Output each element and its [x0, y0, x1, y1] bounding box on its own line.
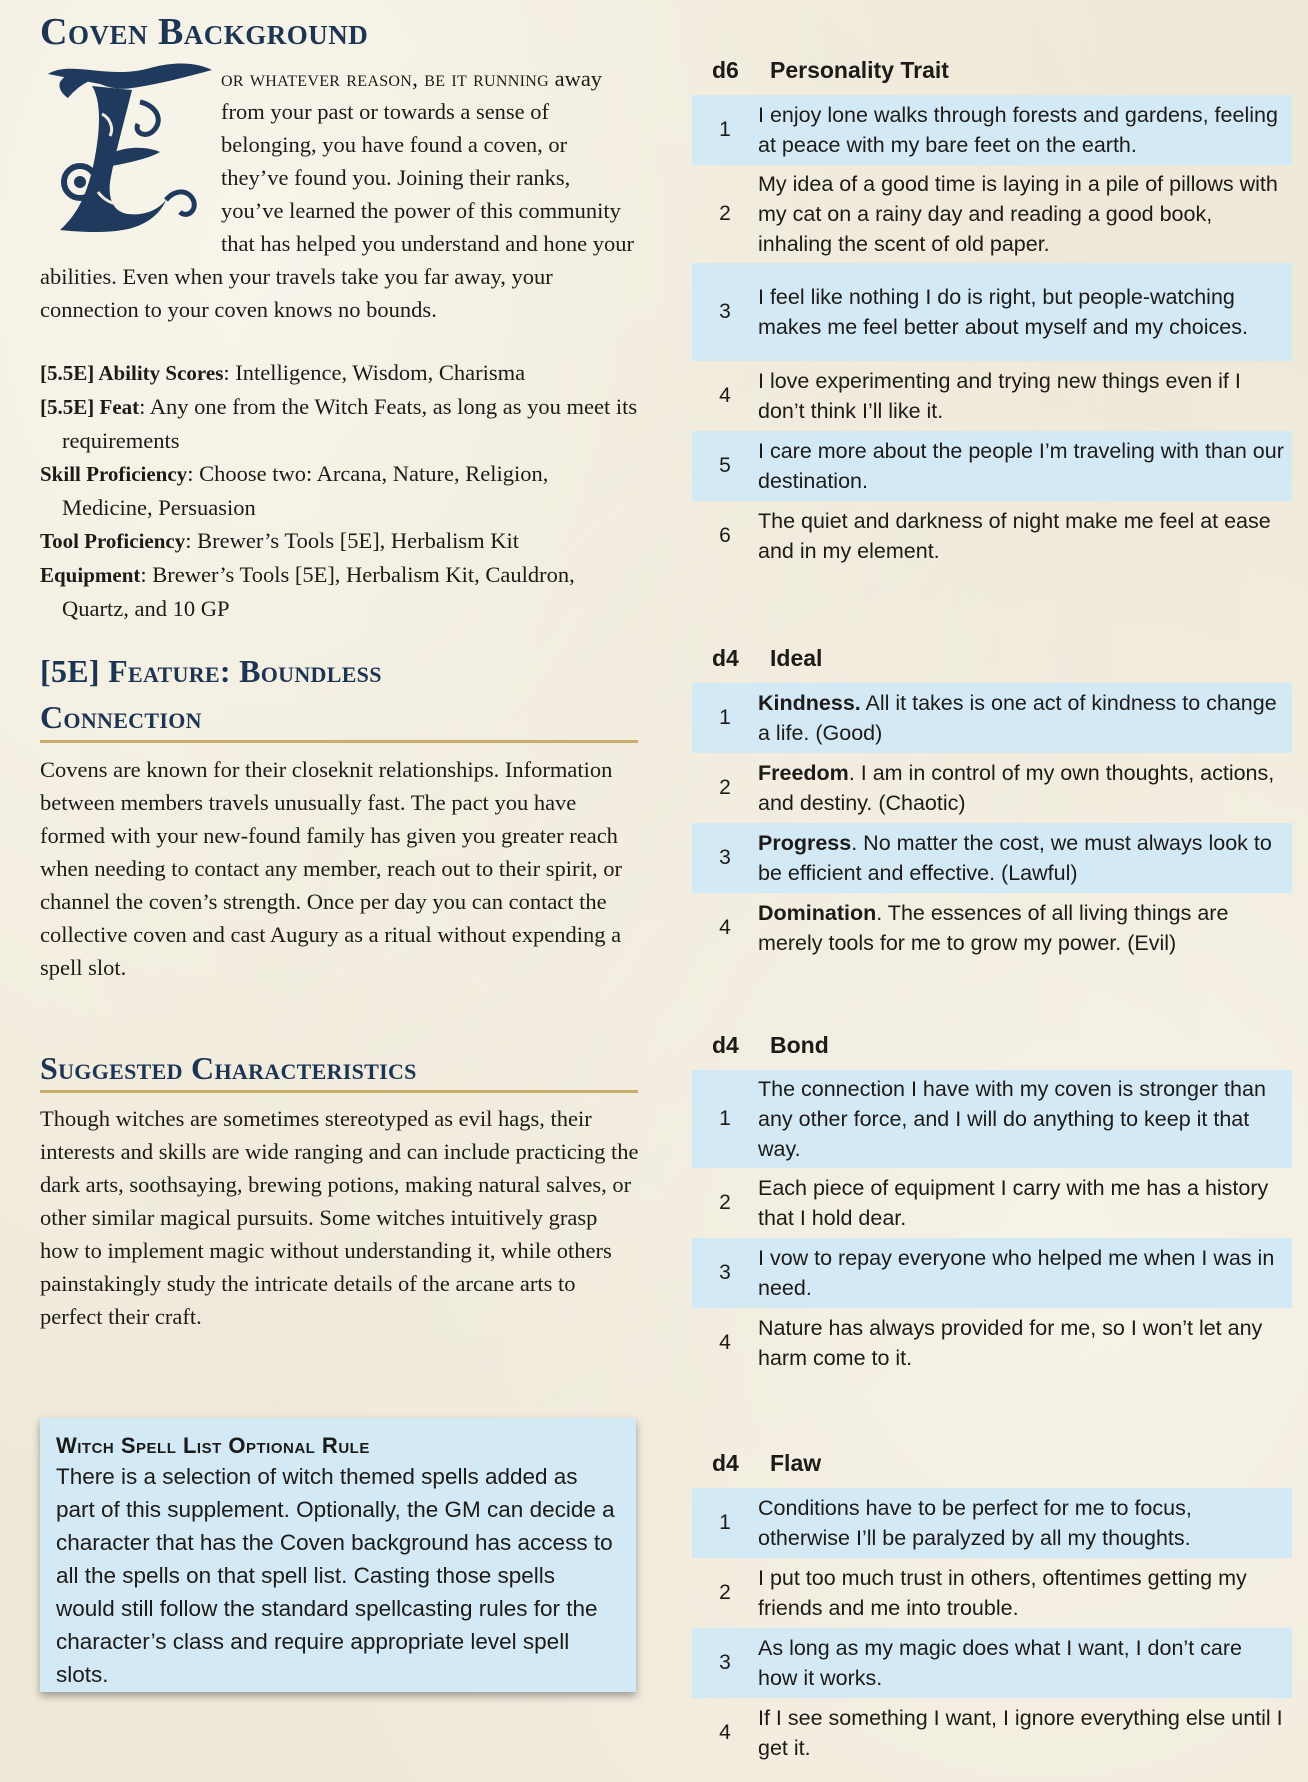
table-row: 4 If I see something I want, I ignore everything else until I get it.	[719, 1706, 1283, 1760]
die-label: d4	[712, 1032, 739, 1058]
die-label: d4	[712, 1450, 739, 1476]
intro-first-words: or whatever reason, be it running	[221, 66, 549, 91]
table-title: Ideal	[770, 645, 823, 671]
die-label: d6	[712, 57, 739, 83]
dropcap-letter	[40, 62, 215, 242]
table-personality-trait	[692, 57, 1292, 571]
table-header	[692, 1450, 1292, 1484]
table-row: 1 The connection I have with my coven is stronger than any other force, and I will do anything to keep it that way.	[692, 1070, 1292, 1168]
characteristics-heading: Suggested Characteristics	[40, 1046, 638, 1093]
table-row: 3 I vow to repay everyone who helped me when I was in need.	[692, 1238, 1292, 1308]
table-row: 6 The quiet and darkness of night make me feel at ease and in my element.	[719, 509, 1271, 563]
table-row: 2 Each piece of equipment I carry with me has a history that I hold dear.	[719, 1176, 1269, 1230]
feature-text: Covens are known for their closeknit relationships. Information between members travels unusually fast. The pact you have formed with your new-found family has given you greater reach when needing to contact any member, reach out to their spirit, or channel the coven’s strength. Once per day you can contact the collective coven and cast Augury as a ritual without expending a spell slot.	[40, 757, 623, 980]
sidebar-title: Witch Spell List Optional Rule	[56, 1433, 370, 1458]
table-row: 5 I care more about the people I’m traveling with than our destination.	[692, 431, 1292, 501]
characteristics-text: Though witches are sometimes stereotyped as evil hags, their interests and skills are wide ranging and can include practicing the dark arts, soothsaying, brewing potions, making natural salves, or other similar magical pursuits. Some witches intuitively grasp how to implement magic without understanding it, while others painstakingly study the intricate details of the arcane arts to perfect their craft.	[40, 1106, 639, 1329]
table-row: 3 Progress. No matter the cost, we must always look to be efficient and effective. (Lawful)	[692, 823, 1292, 893]
table-row: 1 Conditions have to be perfect for me to focus, otherwise I’ll be paralyzed by all my thoughts.	[692, 1488, 1292, 1558]
intro-rest: away from your past or towards a sense of belonging, you have found a coven, or they’ve found you. Joining their ranks, you’ve learned the power of this community that has helped you understand and hone your abilities. Even when your travels take you far away, your connection to your coven knows no bounds.	[40, 66, 635, 322]
table-ideal	[692, 645, 1292, 963]
table-row: 2 My idea of a good time is laying in a pile of pillows with my cat on a rainy day and reading a good book, inhaling the scent of old paper.	[719, 172, 1278, 256]
attribute-equipment: Equipment: Brewer’s Tools [5E], Herbalism Kit, Cauldron, Quartz, and 10 GP	[40, 562, 575, 621]
attribute-list	[40, 356, 640, 625]
feature-heading-line1: [5E] Feature: Boundless	[40, 653, 382, 689]
table-header	[692, 1032, 1292, 1066]
table-row: 4 Domination. The essences of all living things are merely tools for me to grow my power. (Evil)	[719, 901, 1229, 955]
table-header	[692, 645, 1292, 679]
attribute-tool-proficiency: Tool Proficiency: Brewer’s Tools [5E], Herbalism Kit	[40, 528, 520, 553]
table-header	[692, 57, 1292, 91]
table-row: 3 As long as my magic does what I want, I don’t care how it works.	[692, 1628, 1292, 1698]
attribute-ability-scores: [5.5E] Ability Scores: Intelligence, Wisdom, Charisma	[40, 360, 526, 385]
table-row: 2 Freedom. I am in control of my own thoughts, actions, and destiny. (Chaotic)	[719, 761, 1275, 815]
table-row: 3 I feel like nothing I do is right, but people-watching makes me feel better about myself and my choices.	[692, 263, 1292, 361]
table-title: Personality Trait	[770, 57, 949, 83]
feature-heading	[40, 648, 638, 743]
attribute-feat: [5.5E] Feat: Any one from the Witch Feats, as long as you meet its requirements	[40, 394, 638, 453]
table-title: Bond	[770, 1032, 829, 1058]
table-row: 4 I love experimenting and trying new things even if I don’t think I’ll like it.	[719, 369, 1241, 423]
dropcap-ornament-icon	[40, 62, 215, 242]
page-title: Coven Background	[40, 11, 369, 53]
svg-text:F: F	[40, 62, 41, 63]
table-flaw	[692, 1450, 1292, 1768]
die-label: d4	[712, 645, 739, 671]
table-row: 1 I enjoy lone walks through forests and gardens, feeling at peace with my bare feet on the earth.	[692, 95, 1292, 165]
attribute-skill-proficiency: Skill Proficiency: Choose two: Arcana, Nature, Religion, Medicine, Persuasion	[40, 461, 549, 520]
sidebar-text: There is a selection of witch themed spells added as part of this supplement. Optionally, the GM can decide a character that has the Coven background has access to all the spells on that spell list. Casting those spells would still follow the standard spellcasting rules for the character’s class and require appropriate level spell slots.	[56, 1464, 615, 1687]
table-title: Flaw	[770, 1450, 822, 1476]
table-row: 2 I put too much trust in others, oftentimes getting my friends and me into trouble.	[719, 1566, 1247, 1620]
sidebar-box	[40, 1418, 636, 1692]
table-bond	[692, 1032, 1292, 1378]
table-row: 1 Kindness. All it takes is one act of kindness to change a life. (Good)	[692, 683, 1292, 753]
table-row: 4 Nature has always provided for me, so I won’t let any harm come to it.	[719, 1316, 1263, 1370]
intro-paragraph	[40, 62, 635, 326]
feature-heading-line2: Connection	[40, 699, 202, 735]
